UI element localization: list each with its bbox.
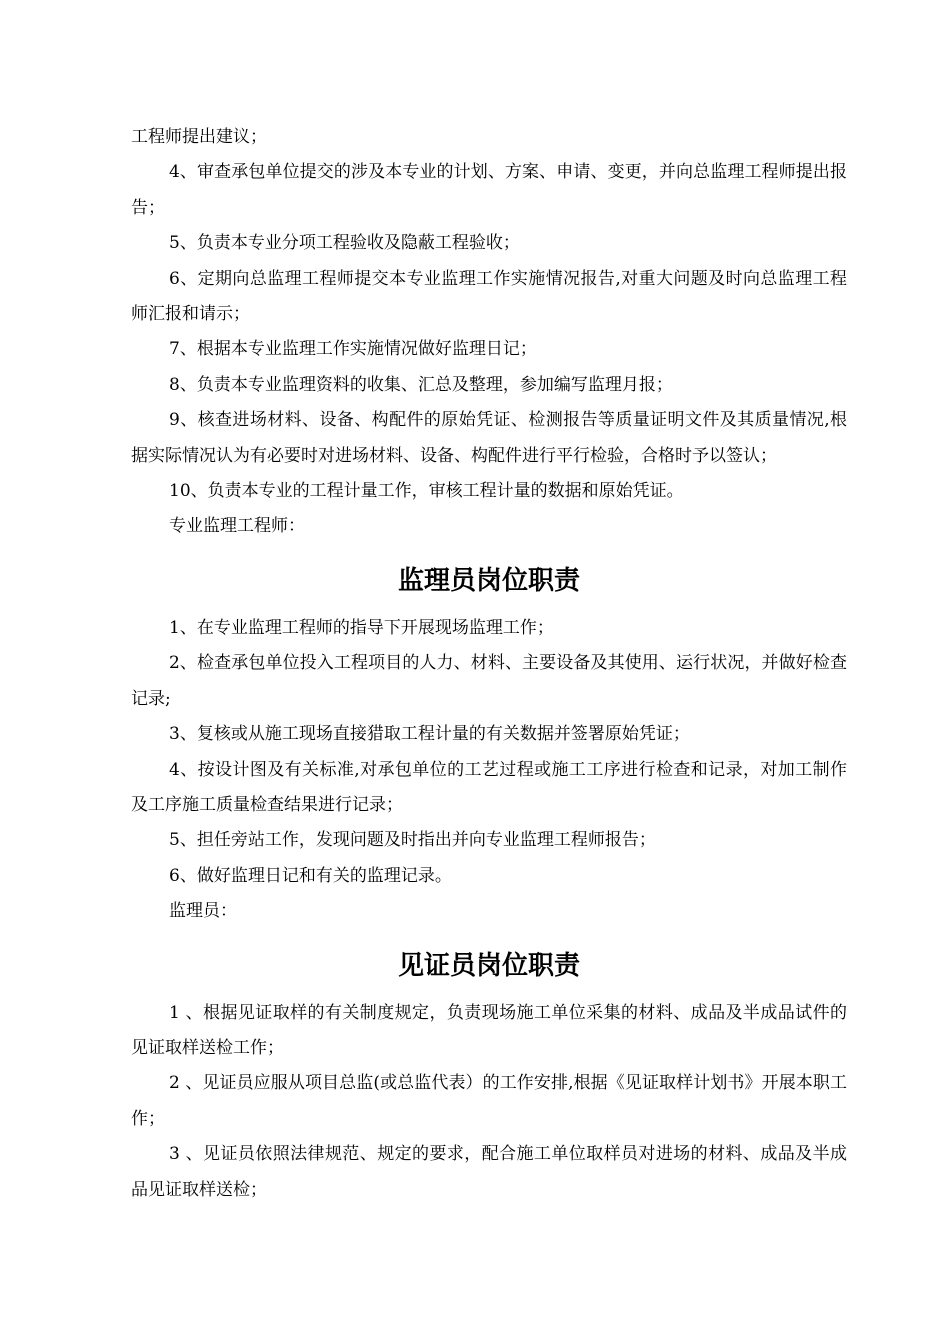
section-heading: 监理员岗位职责 <box>397 565 580 596</box>
paragraph: 7、根据本专业监理工作实施情况做好监理日记； <box>169 339 537 360</box>
paragraph: 9、核查进场材料、设备、构配件的原始凭证、检测报告等质量证明文件及其质量情况,根据实际情况认为有必要时对进场材料、设备、构配件进行平行检验，合格时予以签认； <box>131 410 847 466</box>
section-supervisor-duties <box>131 563 847 930</box>
section-engineer-duties-continued <box>131 120 847 545</box>
paragraph: 工程师提出建议； <box>131 127 267 147</box>
paragraph: 5、担任旁站工作，发现问题及时指出并向专业监理工程师报告； <box>169 830 656 851</box>
paragraph: 1、在专业监理工程师的指导下开展现场监理工作； <box>169 617 554 638</box>
section-witness-duties <box>131 948 847 1208</box>
signature-line: 专业监理工程师： <box>169 516 305 537</box>
paragraph: 4、按设计图及有关标准,对承包单位的工艺过程或施工工序进行检查和记录，对加工制作及工序施工质量检查结果进行记录； <box>131 759 847 815</box>
section-heading: 见证员岗位职责 <box>397 950 580 981</box>
paragraph: 2 、见证员应服从项目总监(或总监代表）的工作安排,根据《见证取样计划书》开展本职工作； <box>131 1073 847 1129</box>
paragraph: 3、复核或从施工现场直接猎取工程计量的有关数据并签署原始凭证； <box>169 724 690 745</box>
paragraph: 10、负责本专业的工程计量工作，审核工程计量的数据和原始凭证。 <box>169 481 684 502</box>
paragraph: 5、负责本专业分项工程验收及隐蔽工程验收； <box>169 233 520 254</box>
paragraph: 3 、见证员依照法律规范、规定的要求，配合施工单位取样员对进场的材料、成品及半成品见证取样送检； <box>131 1144 847 1200</box>
document-content <box>131 120 847 1208</box>
paragraph: 6、做好监理日记和有关的监理记录。 <box>169 865 452 886</box>
signature-line: 监理员： <box>169 901 237 922</box>
paragraph: 2、检查承包单位投入工程项目的人力、材料、主要设备及其使用、运行状况，并做好检查记录; <box>131 653 847 709</box>
paragraph: 8、负责本专业监理资料的收集、汇总及整理，参加编写监理月报； <box>169 374 673 395</box>
paragraph: 4、审查承包单位提交的涉及本专业的计划、方案、申请、变更，并向总监理工程师提出报告； <box>131 162 847 218</box>
paragraph: 6、定期向总监理工程师提交本专业监理工作实施情况报告,对重大问题及时向总监理工程师汇报和请示； <box>131 268 847 325</box>
paragraph: 1 、根据见证取样的有关制度规定，负责现场施工单位采集的材料、成品及半成品试件的见证取样送检工作； <box>131 1002 847 1058</box>
